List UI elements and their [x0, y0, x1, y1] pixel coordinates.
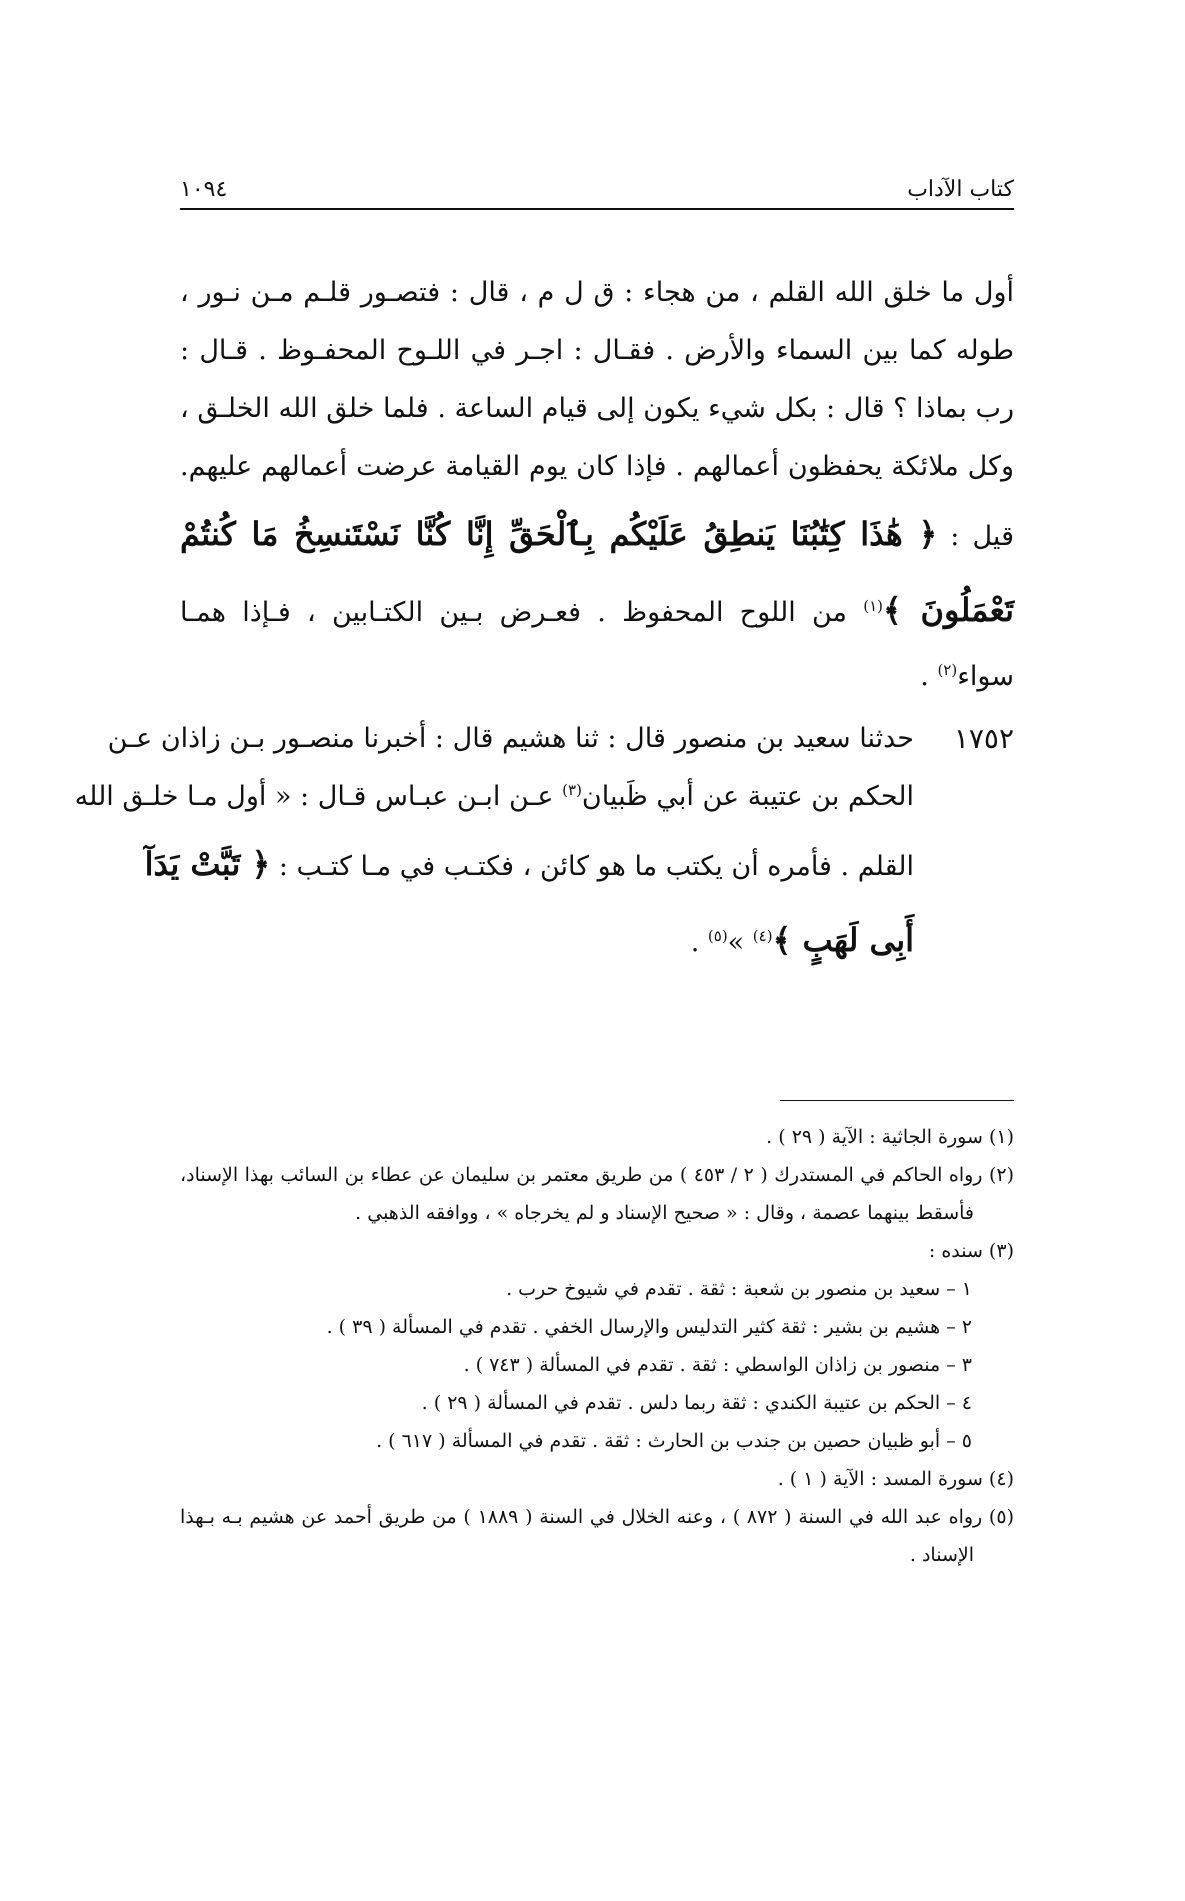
book-title: كتاب الآداب: [907, 177, 1014, 202]
text-line-quran: [180, 496, 1014, 572]
text-line-quran: [180, 902, 914, 978]
footnote-3-item: ٤ – الحكم بن عتيبة الكندي : ثقة ربما دلس . تقدم في المسألة ( ٢٩ ) .: [421, 1392, 972, 1414]
text-line: [180, 648, 1014, 706]
text-line: حدثنا سعيد بن منصور قال : ثنا هشيم قال : أخبرنا منصـور بـن زاذان عـن: [107, 723, 914, 754]
text-segment: القلم . فأمره أن يكتب ما هو كائن ، فكتـب في مـا كتـب :: [278, 851, 914, 882]
footnote-ref[interactable]: (٢): [937, 661, 958, 679]
footnote-3-item: ١ – سعيد بن منصور بن شعبة : ثقة . تقدم في شيوخ حرب .: [506, 1278, 972, 1300]
footnote-5-continued: الإسناد .: [909, 1544, 974, 1566]
text-segment: سواء: [957, 661, 1014, 692]
hadith-number: ١٧٥٢: [953, 722, 1014, 755]
text-segment: الحكم بن عتيبة عن أبي ظَبيان: [581, 781, 914, 812]
footnote-ref[interactable]: (١): [863, 597, 883, 615]
footnote-divider: [780, 1100, 1014, 1101]
text-line: وكل ملائكة يحفظون أعمالهم . فإذا كان يوم القيامة عرضت أعمالهم عليهم.: [180, 451, 1014, 482]
quran-verse: ﴿ تَبَّتْ يَدَآ: [144, 845, 271, 883]
text-segment: من اللوح المحفوظ . فعـرض بـين الكتـابين ، فـإذا همـا: [180, 597, 847, 628]
text-line-quran: [180, 572, 1014, 648]
footnote-1: (١) سورة الجاثية : الآية ( ٢٩ ) .: [766, 1126, 1014, 1148]
page-number: ١٠٩٤: [180, 177, 228, 202]
quote-mark: »: [727, 927, 745, 958]
footnote-ref[interactable]: (٤): [752, 927, 773, 945]
footnotes: [180, 1118, 1014, 1574]
footnote-3-item: ٢ – هشيم بن بشير : ثقة كثير التدليس والإرسال الخفي . تقدم في المسألة ( ٣٩ ) .: [326, 1316, 972, 1338]
hadith-entry: [74, 710, 1014, 978]
page-header: [180, 160, 1014, 210]
footnote-2-continued: فأسقط بينهما عصمة ، وقال : « صحيح الإسناد و لم يخرجاه » ، ووافقه الذهبي .: [355, 1202, 974, 1224]
period: .: [920, 661, 929, 692]
text-line: [74, 768, 914, 826]
quran-intro: قيل :: [950, 521, 1014, 552]
quran-verse: أَبِى لَهَبٍ ﴾: [772, 921, 914, 959]
continuation-text: [180, 264, 1014, 706]
quran-verse: ﴿ هَٰذَا كِتَٰبُنَا يَنطِقُ عَلَيْكُم بِٱلْحَقِّ إِنَّا كُنَّا نَسْتَنسِخُ مَا كُنتُمْ: [180, 515, 938, 553]
text-line-quran: [144, 826, 914, 902]
quran-verse: تَعْمَلُونَ ﴾: [883, 591, 1015, 629]
footnote-3-item: ٥ – أبو ظبيان حصين بن جندب بن الحارث : ثقة . تقدم في المسألة ( ٦١٧ ) .: [376, 1430, 972, 1452]
footnote-ref[interactable]: (٣): [562, 781, 582, 799]
period: .: [690, 927, 700, 958]
text-line: طوله كما بين السماء والأرض . فقـال : اجـر في اللـوح المحفـوظ . قـال :: [180, 335, 1014, 366]
footnote-2: (٢) رواه الحاكم في المستدرك ( ٢ / ٤٥٣ ) من طريق معتمر بن سليمان عن عطاء بن السائب بهذا الإسناد،: [180, 1164, 1014, 1186]
footnote-4: (٤) سورة المسد : الآية ( ١ ) .: [777, 1468, 1014, 1490]
text-line: رب بماذا ؟ قال : بكل شيء يكون إلى قيام الساعة . فلما خلق الله الخلـق ،: [180, 393, 1014, 424]
text-line: أول ما خلق الله القلم ، من هجاء : ق ل م ، قال : فتصـور قلـم مـن نـور ،: [180, 277, 1014, 308]
footnote-ref[interactable]: (٥): [707, 927, 728, 945]
footnote-3: (٣) سنده :: [928, 1240, 1014, 1262]
footnote-3-item: ٣ – منصور بن زاذان الواسطي : ثقة . تقدم في المسألة ( ٧٤٣ ) .: [463, 1354, 972, 1376]
hadith-text: [74, 710, 914, 978]
footnote-5: (٥) رواه عبد الله في السنة ( ٨٧٢ ) ، وعنه الخلال في السنة ( ١٨٨٩ ) من طريق أحمد عن هشيم بـه بـهذا: [180, 1506, 1014, 1528]
text-segment: عـن ابـن عبـاس قـال : « أول مـا خلـق الله: [74, 781, 554, 812]
